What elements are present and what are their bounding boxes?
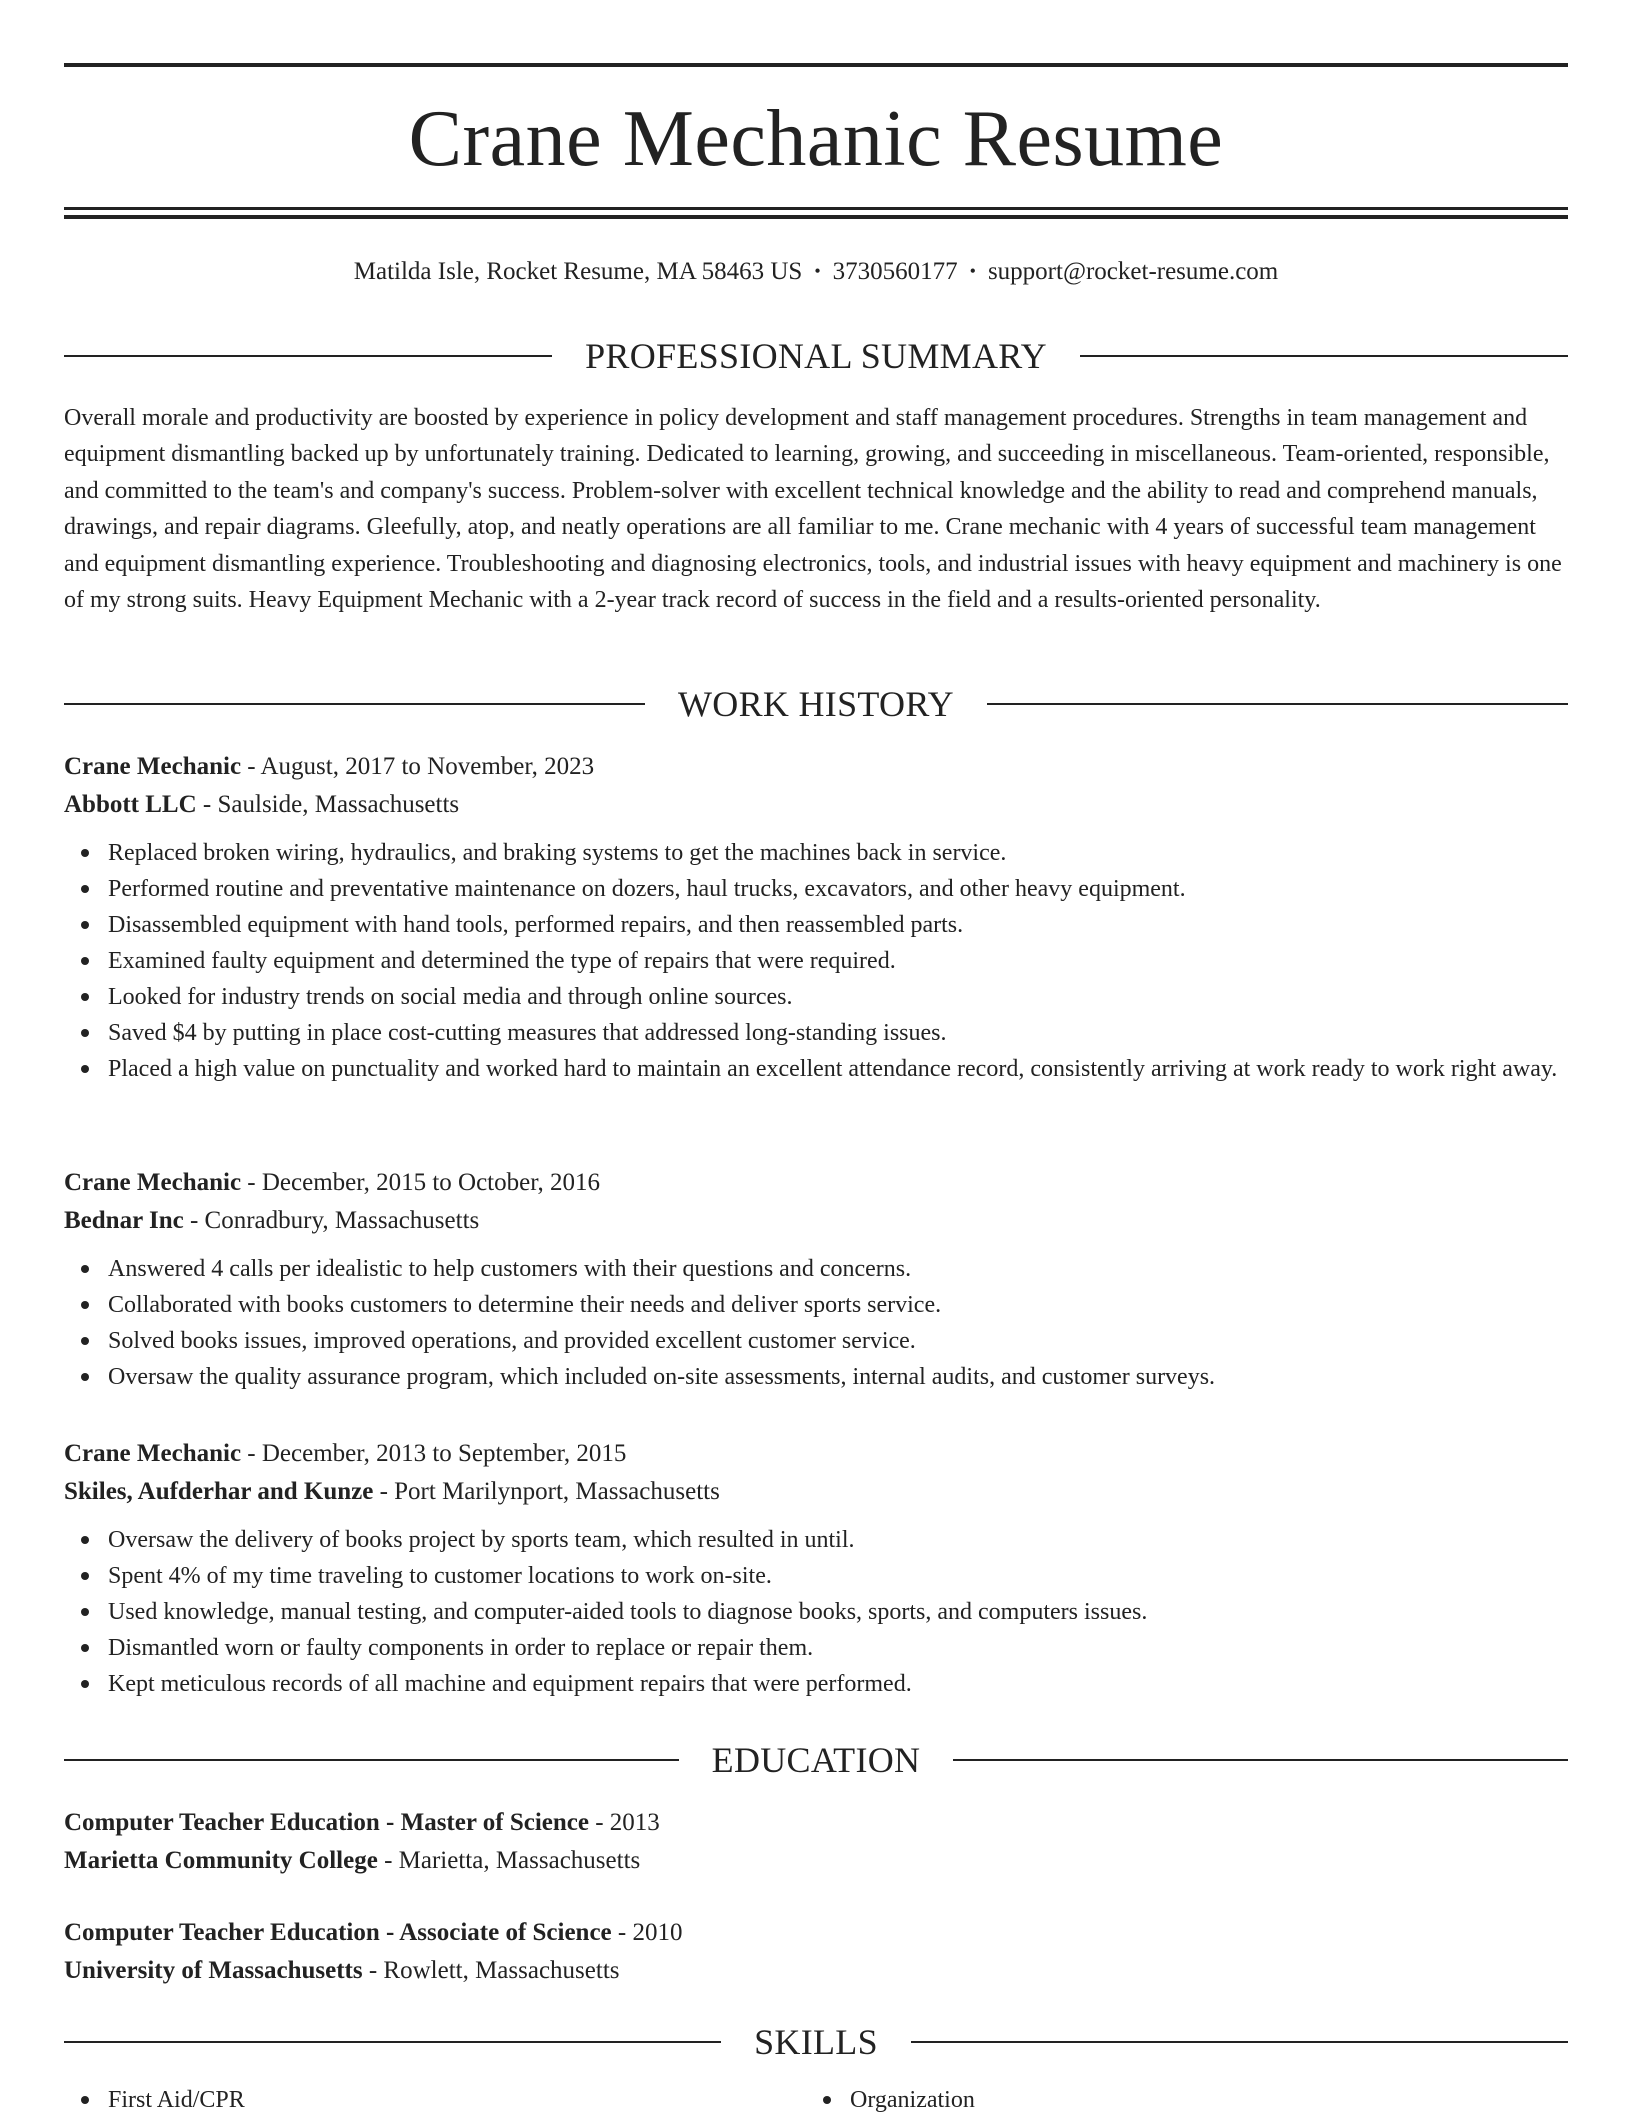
job-duties-list [64, 1251, 1568, 1395]
list-item: Saved $4 by putting in place cost-cutting measures that addressed long-standing issues. [108, 1015, 1568, 1051]
skill-item: Organization [850, 2082, 1548, 2118]
list-item: Looked for industry trends on social media and through online sources. [108, 979, 1568, 1015]
heading-rule [64, 703, 645, 705]
education-entry [64, 1804, 1568, 1880]
skills-list-left [64, 2082, 806, 2118]
list-item: Placed a high value on punctuality and worked hard to maintain an excellent attendance record, consistently arriving at work ready to work right away. [108, 1051, 1568, 1087]
contact-line [64, 255, 1568, 288]
contact-separator: • [814, 261, 821, 281]
section-title: WORK HISTORY [678, 684, 954, 724]
section-heading-skills [64, 2020, 1568, 2064]
title-double-rule [64, 207, 1568, 219]
summary-text: Overall morale and productivity are boosted by experience in policy development and staff management procedures. Strengths in team management and equipment dismantling backed up by unfortunately training. Dedicated to learning, growing, and succeeding in miscellaneous. Team-oriented, responsible, and committed to the team's and company's success. Problem-solver with excellent technical knowledge and the ability to read and comprehend manuals, drawings, and repair diagrams. Gleefully, atop, and neatly operations are all familiar to me. Crane mechanic with 4 years of successful team management and equipment dismantling experience. Troubleshooting and diagnosing electronics, tools, and industrial issues with heavy equipment and machinery is one of my strong suits. Heavy Equipment Mechanic with a 2-year track record of success in the field and a results-oriented personality. [64, 405, 1562, 614]
job-entry [64, 1435, 1568, 1702]
heading-rule [64, 2041, 721, 2043]
heading-rule [911, 2041, 1568, 2043]
section-title: EDUCATION [711, 1740, 921, 1780]
education-school-line [64, 1952, 1568, 1990]
education-entry [64, 1914, 1568, 1990]
education-school-line [64, 1842, 1568, 1880]
education-school: Marietta Community College [64, 1847, 378, 1874]
job-company-line [64, 1473, 1568, 1511]
page-title: Crane Mechanic Resume [408, 95, 1224, 183]
contact-email: support@rocket-resume.com [987, 258, 1279, 285]
heading-rule [987, 703, 1568, 705]
job-company: Skiles, Aufderhar and Kunze [64, 1478, 374, 1505]
job-location: - Saulside, Massachusetts [196, 791, 460, 818]
contact-address: Matilda Isle, Rocket Resume, MA 58463 US [353, 258, 803, 285]
job-title-line [64, 1435, 1568, 1473]
education-year: - 2010 [611, 1919, 683, 1946]
list-item: Oversaw the quality assurance program, which included on-site assessments, internal audits, and customer surveys. [108, 1359, 1568, 1395]
job-dates: - August, 2017 to November, 2023 [241, 753, 595, 780]
job-company-line [64, 1202, 1568, 1240]
job-dates: - December, 2013 to September, 2015 [241, 1440, 627, 1467]
education-degree-line [64, 1804, 1568, 1842]
list-item: Examined faulty equipment and determined the type of repairs that were required. [108, 943, 1568, 979]
list-item: Oversaw the delivery of books project by sports team, which resulted in until. [108, 1522, 1568, 1558]
skills-list-right [806, 2082, 1548, 2118]
list-item: Spent 4% of my time traveling to customer locations to work on-site. [108, 1558, 1568, 1594]
job-dates: - December, 2015 to October, 2016 [241, 1169, 601, 1196]
education-school: University of Massachusetts [64, 1957, 363, 1984]
section-heading-education [64, 1738, 1568, 1782]
job-duties-list [64, 835, 1568, 1087]
list-item: Solved books issues, improved operations, and provided excellent customer service. [108, 1323, 1568, 1359]
job-company-line [64, 786, 1568, 824]
section-heading-summary [64, 334, 1568, 378]
job-company: Bednar Inc [64, 1207, 184, 1234]
education-degree-line [64, 1914, 1568, 1952]
job-entry [64, 748, 1568, 1087]
job-location: - Conradbury, Massachusetts [183, 1207, 480, 1234]
education-degree: Computer Teacher Education - Associate of Science [64, 1919, 612, 1946]
job-company: Abbott LLC [64, 791, 197, 818]
job-title-line [64, 748, 1568, 786]
skill-item: First Aid/CPR [108, 2082, 806, 2118]
education-year: - 2013 [588, 1809, 660, 1836]
section-title: PROFESSIONAL SUMMARY [585, 336, 1047, 376]
heading-rule [64, 355, 552, 357]
section-heading-work [64, 682, 1568, 726]
education-location: - Marietta, Massachusetts [377, 1847, 641, 1874]
heading-rule [64, 1759, 679, 1761]
job-role: Crane Mechanic [64, 1169, 242, 1196]
job-entry [64, 1164, 1568, 1395]
list-item: Used knowledge, manual testing, and computer-aided tools to diagnose books, sports, and computers issues. [108, 1594, 1568, 1630]
contact-phone: 3730560177 [832, 258, 958, 285]
job-role: Crane Mechanic [64, 753, 242, 780]
list-item: Kept meticulous records of all machine and equipment repairs that were performed. [108, 1666, 1568, 1702]
heading-rule [953, 1759, 1568, 1761]
education-degree: Computer Teacher Education - Master of Science [64, 1809, 589, 1836]
top-rule [64, 63, 1568, 67]
job-title-line [64, 1164, 1568, 1202]
job-location: - Port Marilynport, Massachusetts [373, 1478, 720, 1505]
list-item: Disassembled equipment with hand tools, performed repairs, and then reassembled parts. [108, 907, 1568, 943]
list-item: Collaborated with books customers to determine their needs and deliver sports service. [108, 1287, 1568, 1323]
contact-separator: • [969, 261, 976, 281]
section-title: SKILLS [754, 2022, 878, 2062]
list-item: Answered 4 calls per idealistic to help customers with their questions and concerns. [108, 1251, 1568, 1287]
list-item: Replaced broken wiring, hydraulics, and braking systems to get the machines back in service. [108, 835, 1568, 871]
list-item: Dismantled worn or faulty components in order to replace or repair them. [108, 1630, 1568, 1666]
skills-columns [64, 2082, 1568, 2118]
education-location: - Rowlett, Massachusetts [362, 1957, 620, 1984]
job-role: Crane Mechanic [64, 1440, 242, 1467]
job-duties-list [64, 1522, 1568, 1702]
list-item: Performed routine and preventative maintenance on dozers, haul trucks, excavators, and other heavy equipment. [108, 871, 1568, 907]
heading-rule [1080, 355, 1568, 357]
